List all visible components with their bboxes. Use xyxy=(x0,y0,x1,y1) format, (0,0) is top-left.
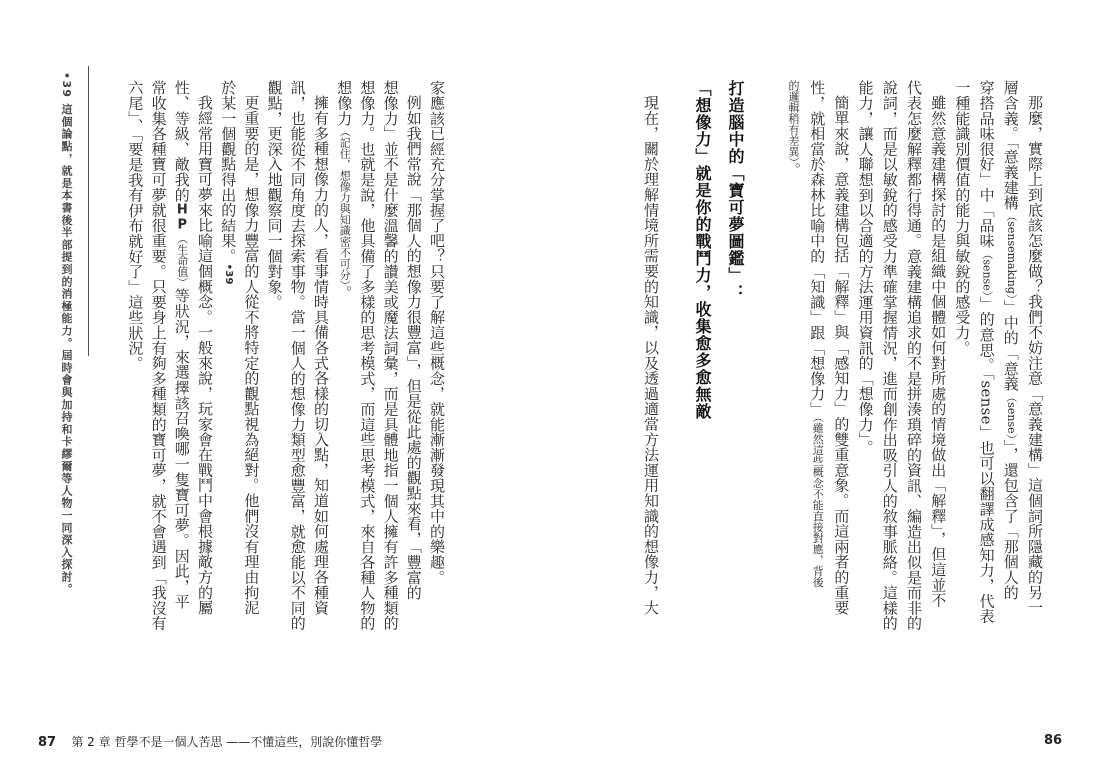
text-segment: 穿搭品味很好」中「品味 xyxy=(977,80,996,249)
text-segment: （雖然這些概念不能直接對應，背後 xyxy=(811,416,825,588)
text-segment: 簡單來說，意義建構包括「解釋」與「感知力」的雙重意象。而這兩者的重要 xyxy=(832,95,851,616)
page-number-left: 87 xyxy=(38,735,57,750)
text-column xyxy=(217,80,239,285)
text-segment: （sense） xyxy=(1004,391,1018,440)
footnote-reference: •39 xyxy=(223,263,235,285)
page-number-right: 86 xyxy=(1044,733,1063,748)
text-column xyxy=(830,95,852,615)
text-segment: 更重要的是，想像力豐富的人從不將特定的觀點視為絕對。他們沒有理由拘泥 xyxy=(242,95,261,616)
footnote-divider xyxy=(88,66,89,356)
text-segment: （記住，想像力與知識密不可分） xyxy=(338,125,352,286)
text-segment: 能力，讓人聯想到以合適的方法運用資訊的「想像力」。 xyxy=(856,80,875,455)
text-segment: 雖然意義建構探討的是組織中個體如何對所處的情境做出「解釋」，但這並不 xyxy=(929,95,948,608)
text-column xyxy=(287,80,309,631)
text-column xyxy=(782,80,804,178)
text-column xyxy=(240,95,262,615)
text-segment: 六尾」、「要是我有伊布就好了」這些狀況。 xyxy=(126,80,145,371)
text-segment: 性、等級、敵我的 xyxy=(172,80,191,203)
text-column xyxy=(806,80,828,587)
text-segment: 觀點，更深入地觀察同一個對象。 xyxy=(265,80,284,310)
text-column xyxy=(1000,80,1022,600)
text-segment: 現在，關於理解情境所需要的知識，以及透過適當方法運用知識的想像力，大 xyxy=(642,95,660,616)
right-page xyxy=(550,0,1100,780)
text-segment: 說詞，而是以敏銳的感受力準確掌握情況，進而創作出吸引人的敘事脈絡。這樣的 xyxy=(880,80,899,631)
text-segment: （sense） xyxy=(980,248,994,297)
text-segment: 我經常用寶可夢來比喻這個概念。一般來說，玩家會在戰鬥中會根據敵方的屬 xyxy=(196,95,214,616)
text-segment: 」，還包含了「那個人的 xyxy=(1001,439,1020,600)
text-column xyxy=(903,80,925,631)
text-segment: 常收集各種寶可夢就很重要。只要身上有夠多種類的寶可夢，就不會遇到「我沒有 xyxy=(149,80,168,631)
text-segment: 層含義。「意義建構 xyxy=(1001,80,1020,211)
text-segment: 那麼，實際上到底該怎麼做？我們不妨注意「意義建構」這個詞所隱藏的另一 xyxy=(1026,95,1044,616)
text-column xyxy=(171,80,193,609)
text-column xyxy=(148,80,170,631)
running-head: 第 2 章 哲學不是一個人苦思 ——不懂這些，別說你懂哲學 xyxy=(71,735,383,749)
footnote-text: 這個論點，就是本書後半部提到的消極能力。屆時會與加持和卡繆爾等人物一同深入探討。 xyxy=(60,103,73,596)
text-column xyxy=(879,80,901,631)
text-column xyxy=(403,95,425,600)
text-segment: 訊，也能從不同角度去探索事物。當一個人的想像力類型愈豐富，就愈能以不同的 xyxy=(288,80,307,631)
left-footer xyxy=(38,733,382,750)
text-segment: HP xyxy=(174,202,190,234)
text-segment: 代表怎麼解釋都行得通。意義建構追求的不是拼湊瑣碎的資訊、編造出似是而非的 xyxy=(905,80,923,631)
text-column xyxy=(927,95,949,608)
text-column xyxy=(640,95,662,615)
footnote-marker: •39 xyxy=(60,72,73,99)
text-column xyxy=(356,80,378,631)
text-segment: 的邏輯稍有差異） xyxy=(787,80,800,163)
text-column xyxy=(426,80,448,585)
text-segment: 。 xyxy=(784,162,802,178)
text-segment: （sensemaking） xyxy=(1004,210,1018,300)
section-heading-line-2: 「想像力」就是你的戰鬥力，收集愈多愈無敵 xyxy=(693,80,712,420)
text-column xyxy=(1024,95,1046,615)
text-segment: 」中的「意義 xyxy=(1001,299,1020,392)
text-segment: 想像力」並不是什麼溫馨的讚美或魔法詞彙，而是具體地指一個人擁有許多種類的 xyxy=(381,80,400,631)
text-segment: 一種能識別價值的能力與敏銳的感受力。 xyxy=(953,80,972,356)
text-segment: 。 xyxy=(335,285,354,301)
text-segment: 於某一個觀點得出的結果。 xyxy=(219,80,238,264)
text-column xyxy=(855,80,877,455)
footnote-39 xyxy=(55,72,77,595)
text-segment: （生命值） xyxy=(175,233,189,289)
text-column xyxy=(264,80,286,310)
text-segment: 等狀況，來選擇該召喚哪一隻寶可夢。因此，平 xyxy=(172,288,191,610)
text-column xyxy=(310,95,332,615)
text-column xyxy=(333,80,355,301)
text-segment: 想像力 xyxy=(335,80,354,126)
text-segment: 」的意思。「sense」也可以翻譯成感知力，代表 xyxy=(977,296,996,624)
text-column xyxy=(124,80,146,371)
text-segment: 例如我們常說「那個人的想像力很豐富」，但是從此處的觀點來看，「豐富的 xyxy=(404,95,423,601)
text-column xyxy=(194,95,216,615)
text-column xyxy=(380,80,402,631)
text-segment: 擁有多種想像力的人，看事情時具備各式各樣的切入點，知道如何處理各種資 xyxy=(312,95,330,616)
section-heading-line-1: 打造腦中的「寶可夢圖鑑」： xyxy=(726,80,745,301)
text-segment: 家應該已經充分掌握了吧？只要了解這些概念，就能漸漸發現其中的樂趣。 xyxy=(428,80,446,585)
text-column xyxy=(976,80,998,624)
text-segment: 性，就相當於森林比喻中的「知識」跟「想像力」 xyxy=(808,80,827,417)
text-column xyxy=(951,80,973,355)
text-segment: 想像力。也就是說，他具備了多樣的思考模式，而這些思考模式，來自各種人物的 xyxy=(358,80,377,631)
